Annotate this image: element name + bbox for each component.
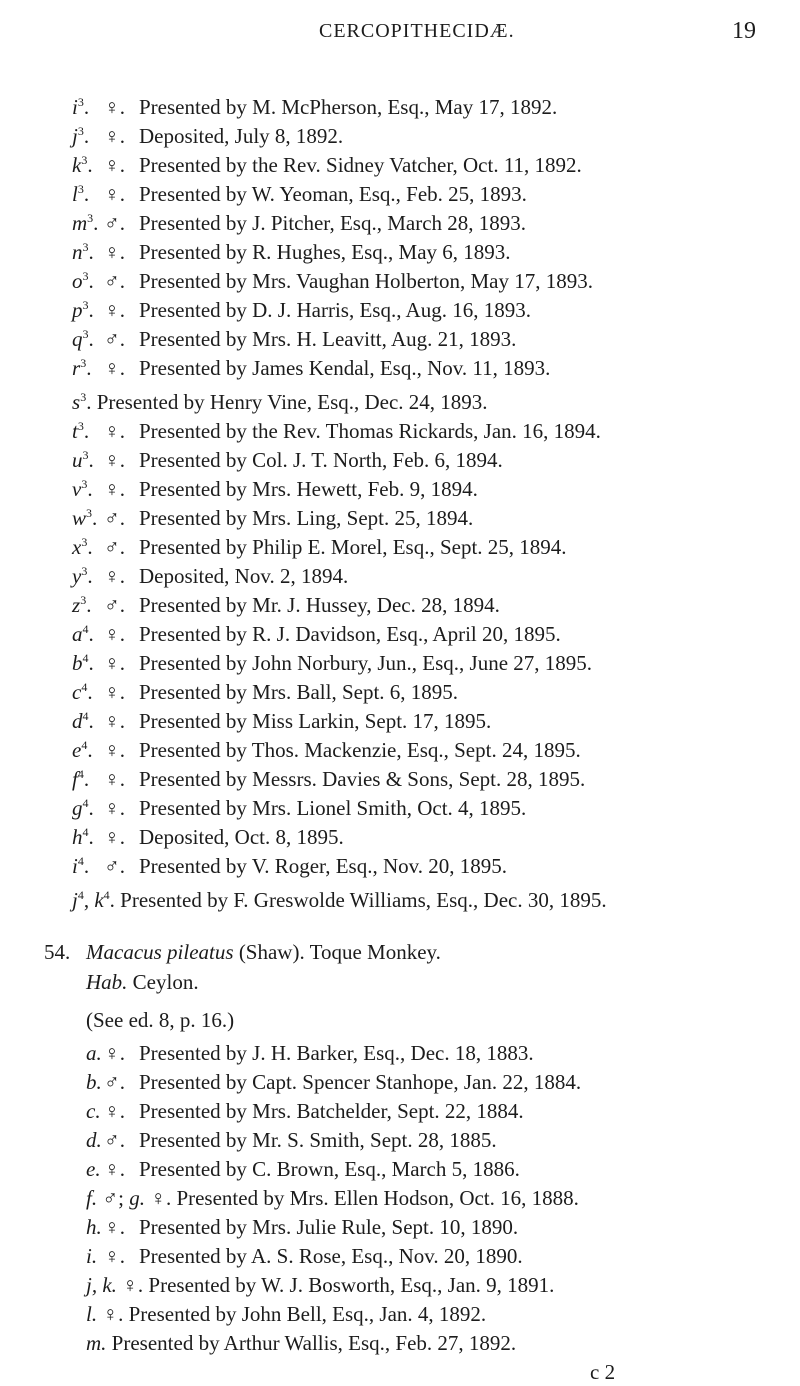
entry-text: Presented by the Rev. Thomas Rickards, Jan. 16, 1894. [139, 419, 601, 443]
entry-label: $e^4$. [72, 738, 93, 762]
habitat-line [86, 967, 800, 997]
entry-text: Presented by Henry Vine, Esq., Dec. 24, 1893. [96, 390, 488, 414]
entry-text: Presented by Mrs. Julie Rule, Sept. 10, 1890. [139, 1215, 519, 1239]
entry-sex: ♀. [104, 448, 125, 472]
entry-row [0, 1039, 800, 1068]
species-common-name: Toque Monkey. [309, 940, 441, 964]
entry-row [0, 1068, 800, 1097]
species-heading [0, 937, 800, 967]
running-header [0, 20, 800, 50]
entry-text: Presented by Mrs. Lionel Smith, Oct. 4, 1895. [139, 796, 527, 820]
entry-label: f. [86, 1186, 98, 1210]
entry-row [0, 1242, 800, 1271]
entry-row [0, 1126, 800, 1155]
entry-sex: ♀. [104, 796, 125, 820]
entry-row [0, 736, 800, 765]
entry-sex: ♀. [104, 1244, 125, 1268]
entry-text: Presented by Mrs. Hewett, Feb. 9, 1894. [139, 477, 478, 501]
entry-label: $x^3$. [72, 535, 93, 559]
entry-text: Presented by Mrs. Batchelder, Sept. 22, 1884. [139, 1099, 524, 1123]
entry-sex: ♂; [102, 1186, 124, 1210]
entry-label: $w^3$. [72, 506, 98, 530]
entry-jk-4 [0, 881, 800, 915]
entry-row [0, 475, 800, 504]
entry-label: $i^4$. [72, 854, 90, 878]
entry-row [0, 354, 800, 383]
entry-text: Presented by R. J. Davidson, Esq., April 20, 1895. [139, 622, 561, 646]
entry-text: Presented by M. McPherson, Esq., May 17, 1892. [139, 95, 558, 119]
entry-label: $r^3$. [72, 356, 92, 380]
entry-sex: ♀. [104, 298, 125, 322]
entry-row [0, 765, 800, 794]
entry-sex: ♀. [104, 419, 125, 443]
entry-sex: ♂. [104, 506, 125, 530]
entry-text: Presented by W. Yeoman, Esq., Feb. 25, 1893. [139, 182, 527, 206]
page-number: 19 [732, 18, 756, 44]
entry-text: Presented by V. Roger, Esq., Nov. 20, 1895. [139, 854, 508, 878]
entry-label: d. [86, 1128, 102, 1152]
entry-sex: ♀. [104, 1041, 125, 1065]
entry-label: m. [86, 1331, 107, 1355]
entry-text: Deposited, Oct. 8, 1895. [139, 825, 344, 849]
entry-text: Presented by Mr. J. Hussey, Dec. 28, 1894. [139, 593, 500, 617]
entry-text: Presented by Messrs. Davies & Sons, Sept. 28, 1895. [139, 767, 586, 791]
entry-text: Deposited, July 8, 1892. [139, 124, 344, 148]
entry-row [0, 238, 800, 267]
entry-label: $f^4$. [72, 767, 90, 791]
entry-sex: ♀. [104, 1157, 125, 1181]
entry-jk [0, 1271, 800, 1300]
entry-row [0, 794, 800, 823]
entry-label: $n^3$. [72, 240, 94, 264]
entry-sex: ♂. [104, 854, 125, 878]
entry-sex: ♀. [104, 1215, 125, 1239]
entry-label: $z^3$. [72, 593, 92, 617]
entry-text: Presented by Mrs. Ling, Sept. 25, 1894. [139, 506, 474, 530]
entry-sex: ♀. [104, 356, 125, 380]
entry-row [0, 562, 800, 591]
entry-text: Presented by Philip E. Morel, Esq., Sept. 25, 1894. [139, 535, 567, 559]
habitat-label: Hab. [86, 970, 128, 994]
entry-sup: 4 [103, 888, 110, 902]
entry-sex: ♀. [104, 767, 125, 791]
entry-row [0, 504, 800, 533]
running-title: CERCOPITHECIDÆ. [319, 20, 515, 42]
entry-text: Presented by Thos. Mackenzie, Esq., Sept. 24, 1895. [139, 738, 581, 762]
entry-sex: ♀. [104, 564, 125, 588]
entry-sex: ♀. [104, 477, 125, 501]
entry-text: Presented by Mrs. Ball, Sept. 6, 1895. [139, 680, 459, 704]
entry-row [0, 93, 800, 122]
entry-label: $v^3$. [72, 477, 93, 501]
entry-text: Presented by Mr. S. Smith, Sept. 28, 1885. [139, 1128, 497, 1152]
entry-sex: ♀. [150, 1186, 172, 1210]
entry-row [0, 533, 800, 562]
entry-sex: ♂. [104, 269, 125, 293]
entry-row [0, 620, 800, 649]
entry-text: Presented by C. Brown, Esq., March 5, 1886. [139, 1157, 520, 1181]
entry-label: e. [86, 1157, 101, 1181]
entry-sex: ♀. [122, 1273, 144, 1297]
entry-sex: ♂. [104, 211, 125, 235]
entry-l [0, 1300, 800, 1329]
entry-label: b. [86, 1070, 102, 1094]
entry-label: $b^4$. [72, 651, 94, 675]
entry-row [0, 151, 800, 180]
entry-text: Presented by Capt. Spencer Stanhope, Jan. 22, 1884. [139, 1070, 582, 1094]
entry-text: Presented by Mrs. Vaughan Holberton, May 17, 1893. [139, 269, 593, 293]
entry-label: $o^3$. [72, 269, 94, 293]
entry-text: Presented by W. J. Bosworth, Esq., Jan. 9, 1891. [148, 1273, 555, 1297]
entry-sex: ♀. [104, 240, 125, 264]
entry-label: $j^3$. [72, 124, 90, 148]
entry-label: $t^3$. [72, 419, 90, 443]
entry-label: $p^3$. [72, 298, 94, 322]
entry-label: k [94, 888, 104, 912]
entry-row [0, 1155, 800, 1184]
entry-sex: ♀. [104, 709, 125, 733]
entry-row [0, 591, 800, 620]
entry-sex: ♀. [102, 1302, 124, 1326]
entry-row [0, 446, 800, 475]
entry-sex: ♀. [104, 153, 125, 177]
entry-row [0, 707, 800, 736]
entry-row [0, 267, 800, 296]
entry-text: Presented by J. H. Barker, Esq., Dec. 18, 1883. [139, 1041, 534, 1065]
entry-row [0, 296, 800, 325]
entry-label: $q^3$. [72, 327, 94, 351]
entry-text: Presented by the Rev. Sidney Vatcher, Oct. 11, 1892. [139, 153, 582, 177]
entry-row [0, 180, 800, 209]
entry-label: h. [86, 1215, 102, 1239]
entry-label: $i^3$. [72, 95, 90, 119]
entry-text: Presented by J. Pitcher, Esq., March 28, 1893. [139, 211, 527, 235]
entry-row [0, 209, 800, 238]
entries-group-b [0, 1039, 800, 1184]
entry-sex: ♂. [104, 327, 125, 351]
entry-text: . Presented by F. Greswolde Williams, Esq., Dec. 30, 1895. [109, 888, 607, 912]
entry-label: $a^4$. [72, 622, 94, 646]
entry-text: Presented by John Norbury, Jun., Esq., June 27, 1895. [139, 651, 593, 675]
entry-text: Presented by Miss Larkin, Sept. 17, 1895. [139, 709, 492, 733]
entry-row [0, 1097, 800, 1126]
entry-sep: , [83, 888, 95, 912]
entry-row [0, 823, 800, 852]
entry-row [0, 325, 800, 354]
species-number: 54. [44, 940, 71, 964]
entry-label: $d^4$. [72, 709, 94, 733]
entry-sex: ♀. [104, 825, 125, 849]
entry-label: $y^3$. [72, 564, 93, 588]
entry-label: $g^4$. [72, 796, 94, 820]
entry-label: c. [86, 1099, 101, 1123]
entry-sex: ♀. [104, 1099, 125, 1123]
entry-label: $l^3$. [72, 182, 90, 206]
entry-sex: ♂. [104, 535, 125, 559]
entry-text: Presented by Mrs. Ellen Hodson, Oct. 16, 1888. [176, 1186, 579, 1210]
habitat-value: Ceylon. [132, 970, 199, 994]
entry-sex: ♀. [104, 738, 125, 762]
see-reference: (See ed. 8, p. 16.) [86, 1008, 235, 1032]
species-authority: (Shaw). [238, 940, 305, 964]
entry-text: Presented by R. Hughes, Esq., May 6, 1893. [139, 240, 511, 264]
entry-sex: ♀. [104, 182, 125, 206]
entries-list [0, 93, 800, 1386]
entry-text: Presented by Mrs. H. Leavitt, Aug. 21, 1893. [139, 327, 517, 351]
entry-text: Presented by D. J. Harris, Esq., Aug. 16, 1893. [139, 298, 531, 322]
entry-fg [0, 1184, 800, 1213]
entry-sex: ♀. [104, 95, 125, 119]
entry-label: $h^4$. [72, 825, 94, 849]
entry-sex: ♀. [104, 680, 125, 704]
entry-label: $c^4$. [72, 680, 93, 704]
entry-text: Presented by John Bell, Esq., Jan. 4, 1892. [128, 1302, 487, 1326]
entry-row [0, 649, 800, 678]
entry-row: $s^3$. Presented by Henry Vine, Esq., Dec. 24, 1893. [72, 390, 488, 414]
species-binomial: Macacus pileatus [86, 940, 234, 964]
entry-sex: ♂. [104, 593, 125, 617]
entry-sex: ♀. [104, 622, 125, 646]
entry-text: Presented by James Kendal, Esq., Nov. 11, 1893. [139, 356, 551, 380]
entry-sex: ♀. [104, 124, 125, 148]
entry-label: s [72, 390, 81, 414]
entry-sup: 4 [77, 888, 84, 902]
entry-label: j [72, 888, 78, 912]
entries-group-a [0, 93, 800, 881]
entry-label: j, k. [86, 1273, 117, 1297]
entry-label: $k^3$. [72, 153, 93, 177]
entry-text: Presented by Arthur Wallis, Esq., Feb. 27, 1892. [111, 1331, 517, 1355]
entry-label: $u^3$. [72, 448, 94, 472]
entry-label: i. [86, 1244, 98, 1268]
entry-text: Deposited, Nov. 2, 1894. [139, 564, 349, 588]
entries-group-c [0, 1213, 800, 1271]
signature-mark: c 2 [590, 1360, 616, 1384]
entry-text: Presented by Col. J. T. North, Feb. 6, 1894. [139, 448, 503, 472]
entry-label: l. [86, 1302, 98, 1326]
entry-row [0, 1213, 800, 1242]
entry-label: $m^3$. [72, 211, 99, 235]
entry-label: g. [129, 1186, 145, 1210]
entry-sex: ♂. [104, 1128, 125, 1152]
entry-row [0, 678, 800, 707]
entry-row [0, 852, 800, 881]
entry-sex: ♂. [104, 1070, 125, 1094]
entry-row [0, 417, 800, 446]
entry-sex: ♀. [104, 651, 125, 675]
entry-row [0, 122, 800, 151]
entry-label: a. [86, 1041, 102, 1065]
entry-m [0, 1329, 800, 1358]
entry-text: Presented by A. S. Rose, Esq., Nov. 20, 1890. [139, 1244, 523, 1268]
